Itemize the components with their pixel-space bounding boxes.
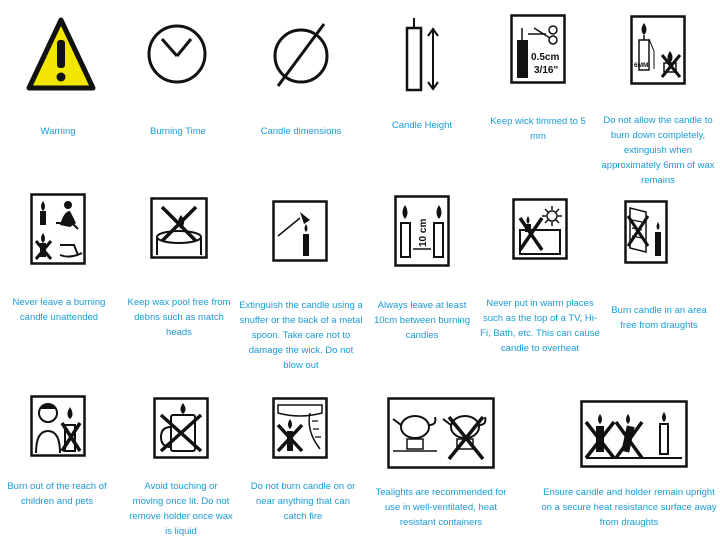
wax-pool-icon: [150, 197, 208, 259]
wick-trim-icon: [510, 14, 566, 84]
wick-inch-label: 3/16": [534, 65, 559, 76]
warning-caption: Warning: [40, 126, 76, 137]
unattended-icon: [30, 193, 86, 265]
touching-icon: [153, 397, 209, 459]
surface-caption: Ensure candle and holder remain upright on a secure heat resistance surface away from draughts: [541, 487, 717, 528]
secure-surface-icon: [580, 400, 688, 468]
warning-icon: [25, 16, 97, 94]
spacing-caption: Always leave at least 10cm between burning candles: [373, 300, 471, 341]
wick-length-label: 0.5cm: [531, 52, 560, 63]
dimensions-caption: Candle dimensions: [260, 126, 342, 137]
wick-caption: Keep wick timmed to 5 mm: [490, 116, 586, 142]
curtain-fire-icon: [272, 397, 328, 459]
burn-down-icon: [630, 15, 686, 85]
spacing-distance-label: 10 cm: [418, 218, 429, 247]
wax-pool-caption: Keep wax pool free from debris such as match heads: [127, 297, 231, 338]
remaining-wax-label: 6MM: [634, 62, 649, 69]
spacing-icon: [394, 195, 450, 267]
snuffer-icon: [272, 200, 328, 262]
burn-down-caption: Do not allow the candle to burn down completely, extinguish when approximately 6mm of wax remains: [601, 115, 715, 186]
children-pets-icon: [30, 395, 86, 457]
tealights-caption: Tealights are recommended for use in well-ventilated, heat resistant containers: [375, 487, 507, 528]
burning-time-caption: Burning Time: [150, 126, 206, 137]
diameter-icon: [268, 18, 334, 90]
draughts-icon: [624, 200, 668, 264]
candle-height-icon: [402, 16, 442, 92]
children-pets-caption: Burn out of the reach of children and pets: [7, 481, 107, 507]
warm-places-caption: Never put in warm places such as the top of a TV, Hi-Fi, Bath, etc. This can cause candle to overheat: [480, 298, 600, 354]
teapot-warmer-icon: [387, 397, 495, 469]
unattended-caption: Never leave a burning candle unattended: [12, 297, 106, 323]
height-caption: Candle Height: [391, 120, 453, 131]
snuffer-caption: Extinguish the candle using a snuffer or the back of a metal spoon. Take care not to damage the wick. Do not blow out: [239, 300, 363, 371]
touching-caption: Avoid touching or moving once lit. Do not remove holder once wax is liquid: [129, 481, 233, 537]
clock-icon: [145, 22, 209, 86]
warm-places-icon: [512, 198, 568, 260]
near-anything-caption: Do not burn candle on or near anything that can catch fire: [250, 481, 356, 522]
draughts-caption: Burn candle in an area free from draughts: [611, 305, 707, 331]
